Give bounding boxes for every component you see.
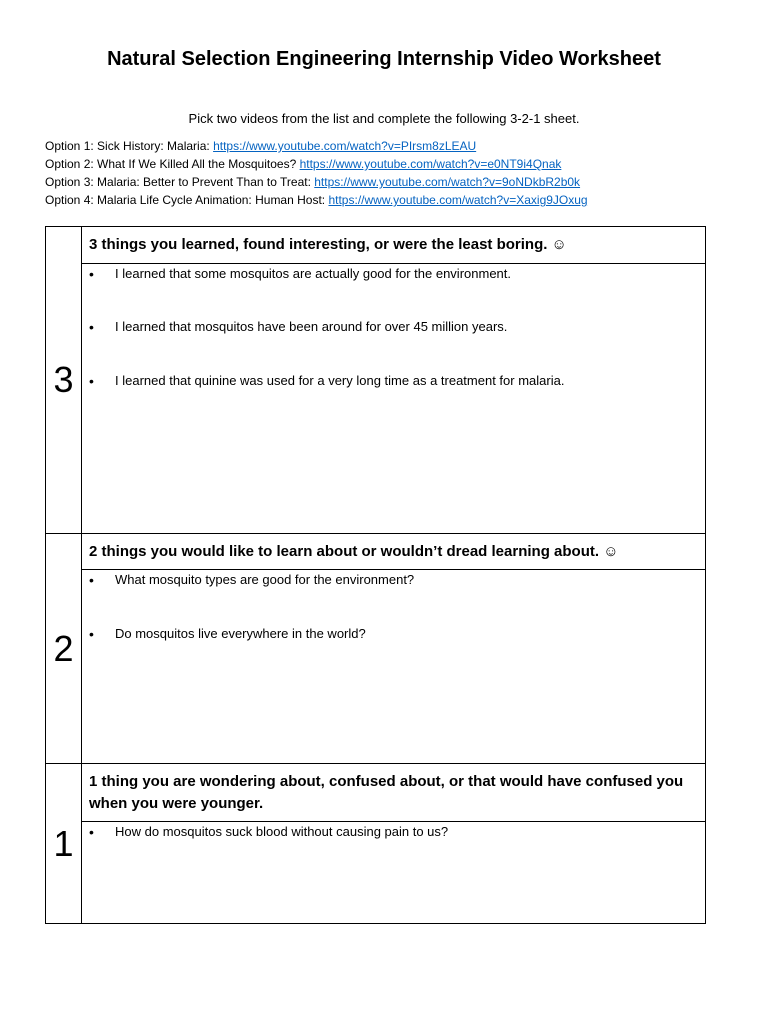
section-2-prompt: 2 things you would like to learn about or wouldn’t dread learning about. ☺ xyxy=(82,534,706,570)
option-2-link[interactable]: https://www.youtube.com/watch?v=e0NT9i4Qnak xyxy=(299,157,562,171)
worksheet-title: Natural Selection Engineering Internship Video Worksheet xyxy=(107,48,661,70)
section-3-number: 3 xyxy=(46,227,82,534)
section-2-number: 2 xyxy=(46,534,82,764)
section-2-answers[interactable] xyxy=(82,570,706,764)
option-1-label: Option 1: Sick History: Malaria: xyxy=(45,139,214,153)
option-4 xyxy=(45,191,588,209)
section-3-item-3: • I learned that quinine was used for a very long time as a treatment for malaria. xyxy=(89,372,699,390)
section-3-item-2: • I learned that mosquitos have been around for over 45 million years. xyxy=(89,318,699,336)
section-3-prompt: 3 things you learned, found interesting, or were the least boring. ☺ xyxy=(82,227,706,264)
section-2-item-2: • Do mosquitos live everywhere in the world? xyxy=(89,625,699,643)
option-1 xyxy=(45,137,588,155)
option-4-label: Option 4: Malaria Life Cycle Animation: Human Host: xyxy=(45,193,329,207)
section-1-number: 1 xyxy=(46,764,82,924)
option-4-link[interactable]: https://www.youtube.com/watch?v=Xaxig9JOxug xyxy=(328,193,588,207)
section-2-item-1: • What mosquito types are good for the environment? xyxy=(89,571,699,589)
option-2 xyxy=(45,155,588,173)
option-3-label: Option 3: Malaria: Better to Prevent Than to Treat: xyxy=(45,175,315,189)
video-options-list xyxy=(45,137,588,209)
section-1-item-1: • How do mosquitos suck blood without causing pain to us? xyxy=(89,823,699,841)
option-3 xyxy=(45,173,588,191)
option-1-link[interactable]: https://www.youtube.com/watch?v=PIrsm8zLEAU xyxy=(213,139,477,153)
three-two-one-table xyxy=(45,226,706,924)
section-3-answers[interactable] xyxy=(82,264,706,534)
option-2-label: Option 2: What If We Killed All the Mosquitoes? xyxy=(45,157,300,171)
instructions: Pick two videos from the list and complete the following 3-2-1 sheet. xyxy=(188,111,580,126)
section-3-item-1: • I learned that some mosquitos are actually good for the environment. xyxy=(89,265,699,283)
section-1-answers[interactable] xyxy=(82,822,706,924)
section-1-prompt: 1 thing you are wondering about, confused about, or that would have confused you when you were younger. xyxy=(82,764,706,822)
option-3-link[interactable]: https://www.youtube.com/watch?v=9oNDkbR2b0k xyxy=(314,175,581,189)
